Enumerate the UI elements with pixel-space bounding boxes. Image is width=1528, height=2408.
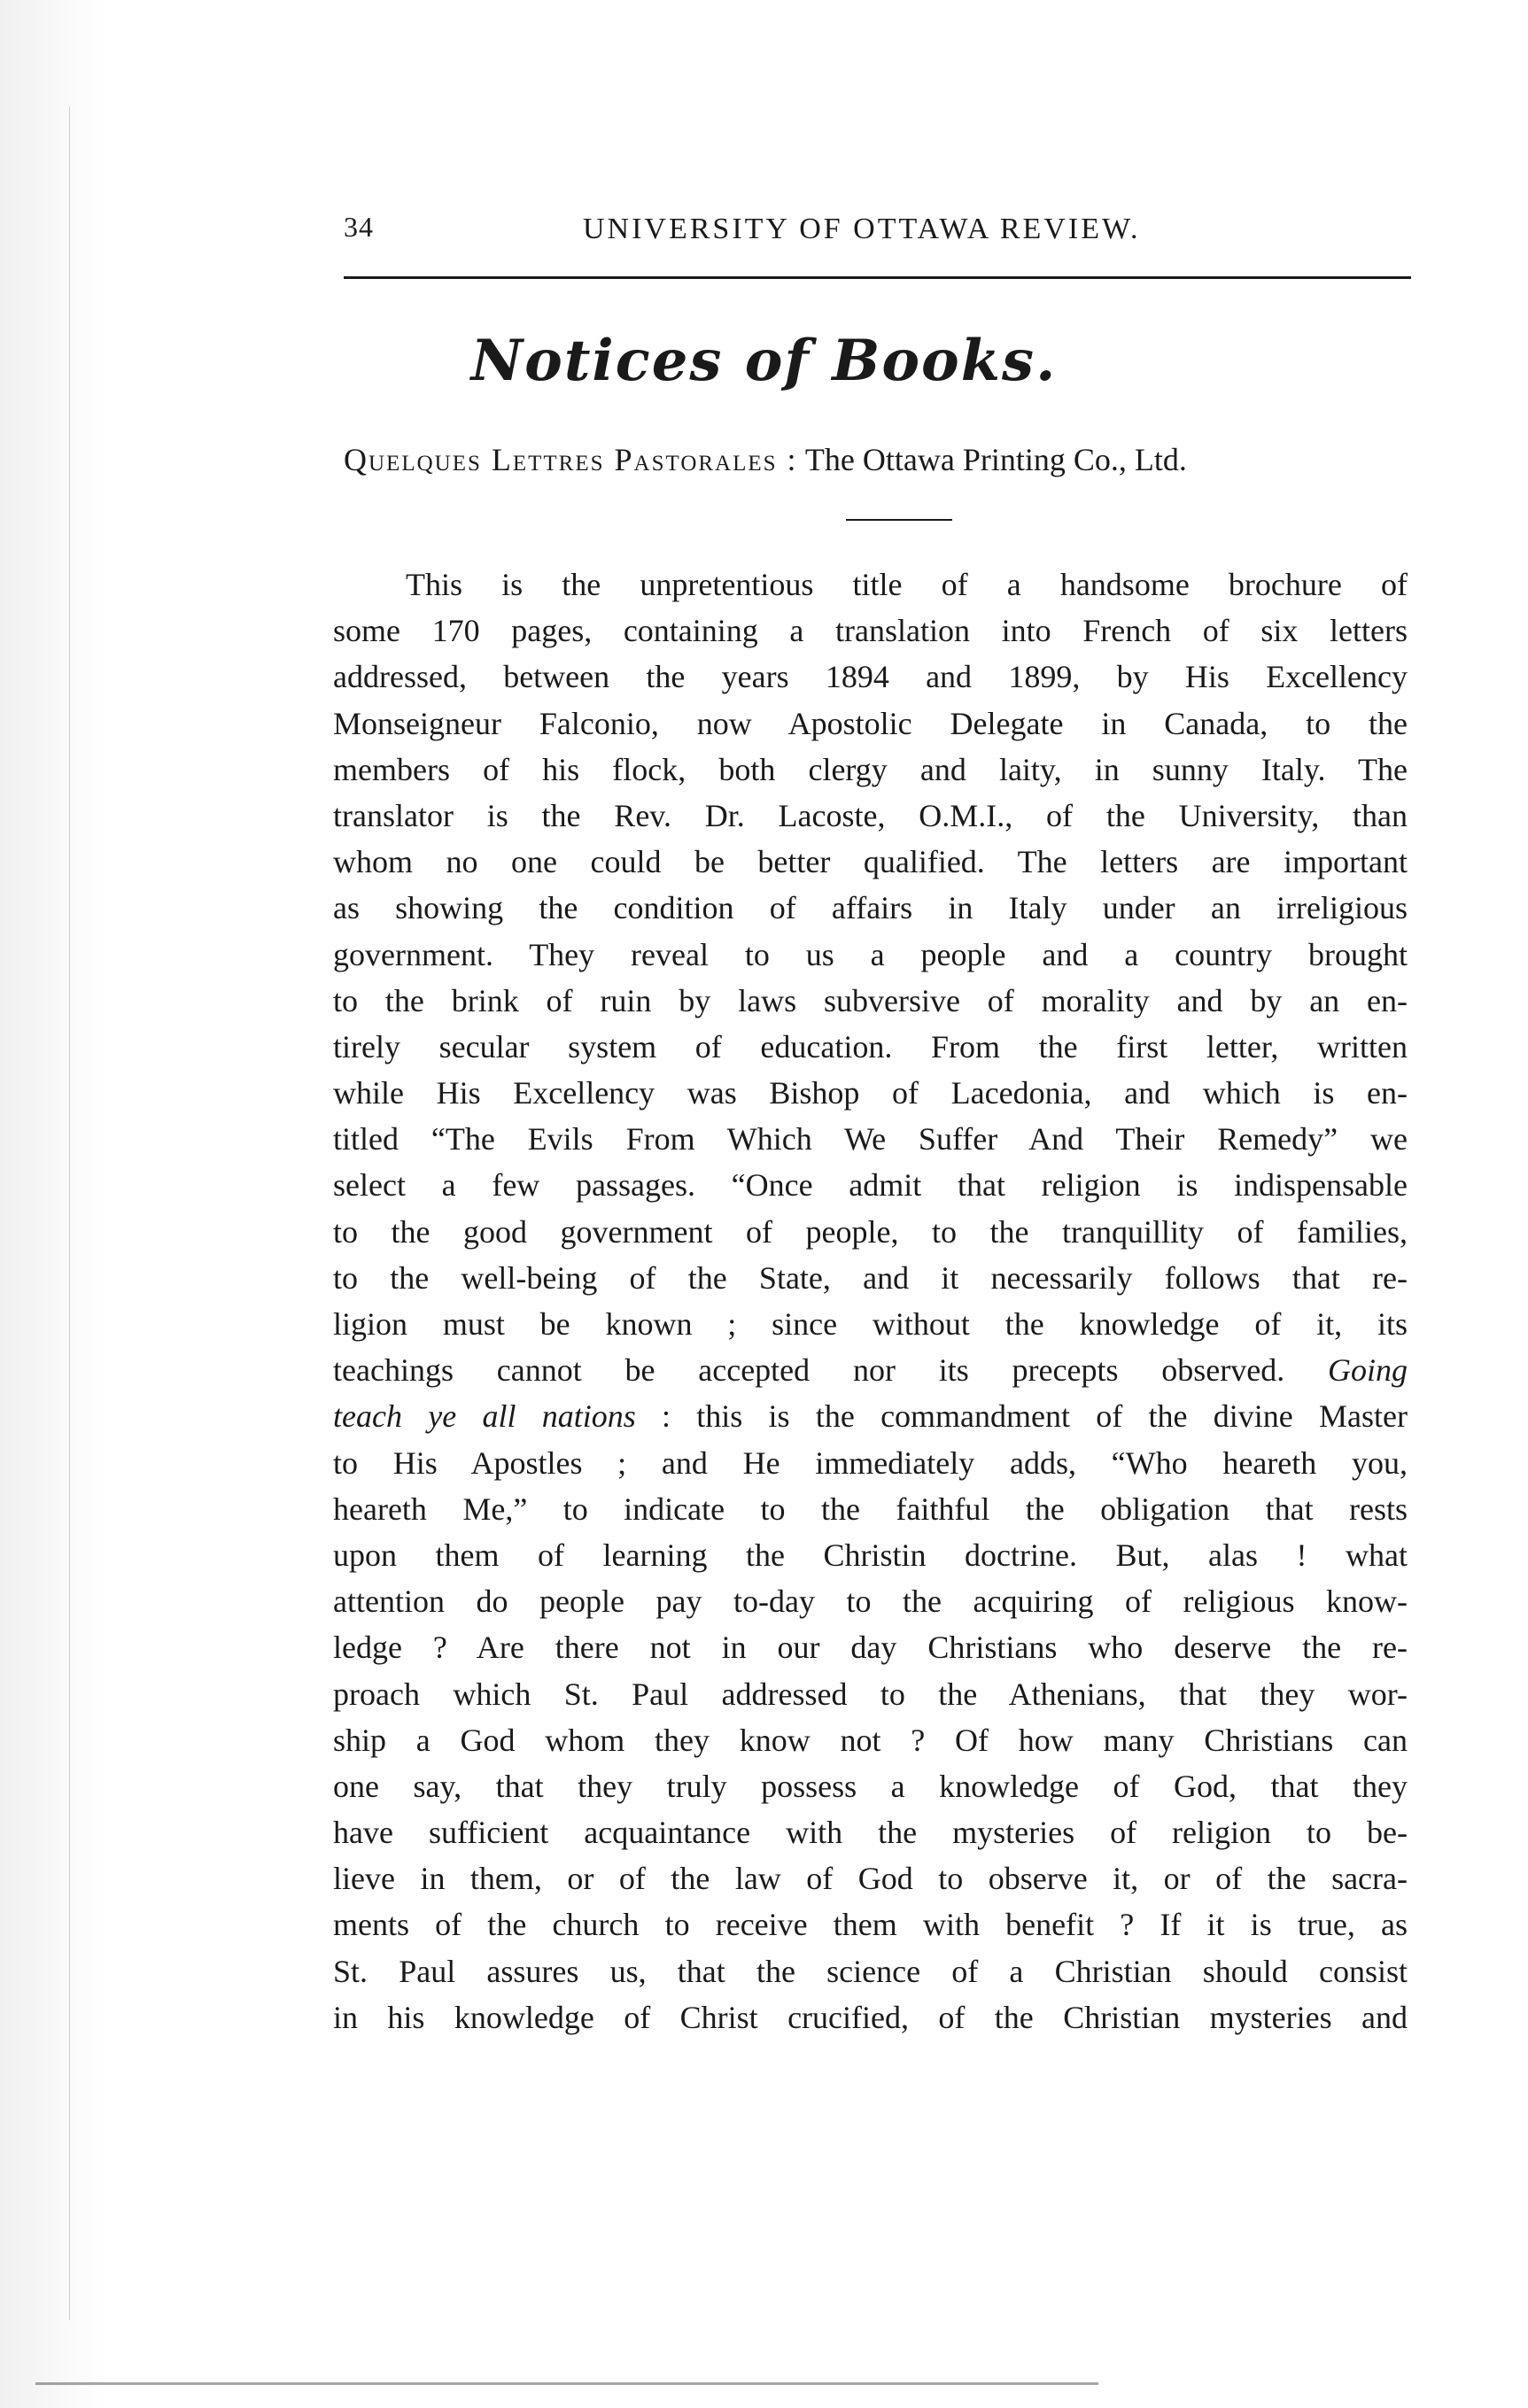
body-line: one say, that they truly possess a knowledge of God, that they [333,1768,1408,1804]
body-line: upon them of learning the Christin doctrine. But, alas ! what [333,1537,1408,1573]
review-body [333,561,1408,2040]
body-line: This is the unpretentious title of a handsome brochure of [406,567,1408,602]
body-line: titled “The Evils From Which We Suffer And Their Remedy” we [333,1121,1408,1158]
body-line: government. They reveal to us a people and a country brought [333,936,1408,972]
body-line: whom no one could be better qualified. The letters are important [333,844,1408,880]
scan-gutter-line [69,106,70,2320]
section-divider [846,519,952,521]
body-line: lieve in them, or of the law of God to observe it, or of the sacra- [333,1861,1408,1897]
body-line: ligion must be known ; since without the knowledge of it, its [333,1306,1408,1342]
body-line: to the brink of ruin by laws subversive of morality and by an en- [333,982,1408,1018]
body-line: translator is the Rev. Dr. Lacoste, O.M.I., of the University, than [333,797,1408,833]
body-line: ledge ? Are there not in our day Christians who deserve the re- [333,1630,1408,1666]
body-line: teach ye all nations : this is the commandment of the divine Master [333,1398,1408,1435]
body-line: have sufficient acquaintance with the mysteries of religion to be- [333,1815,1408,1851]
body-line: ments of the church to receive them with benefit ? If it is true, as [333,1907,1408,1943]
body-line: heareth Me,” to indicate to the faithful the obligation that rests [333,1490,1408,1527]
header-rule [344,276,1411,279]
body-line: to His Apostles ; and He immediately adds, “Who heareth you, [333,1444,1408,1481]
journal-title: UNIVERSITY OF OTTAWA REVIEW. [583,213,1141,245]
book-title: Quelques Lettres Pastorales : [344,442,798,477]
book-citation [344,441,1411,478]
body-line: ship a God whom they know not ? Of how many Christians can [333,1722,1408,1758]
body-line: teachings cannot be accepted nor its precepts observed. Going [333,1352,1408,1389]
body-line: St. Paul assures us, that the science of a Christian should consist [333,1953,1408,1989]
running-head [344,202,1411,255]
book-publisher: The Ottawa Printing Co., Ltd. [804,442,1187,477]
body-line: tirely secular system of education. From the first letter, written [333,1028,1408,1065]
body-line: to the good government of people, to the tranquillity of families, [333,1213,1408,1250]
body-line: in his knowledge of Christ crucified, of the Christian mysteries and [333,1999,1408,2035]
body-line: select a few passages. “Once admit that religion is indispensable [333,1167,1408,1204]
page-number: 34 [344,211,374,243]
body-line: some 170 pages, containing a translation into French of six letters [333,613,1408,649]
body-line: while His Excellency was Bishop of Lacedonia, and which is en- [333,1075,1408,1111]
body-line: addressed, between the years 1894 and 1899, by His Excellency [333,659,1408,695]
body-line: as showing the condition of affairs in Italy under an irreligious [333,890,1408,926]
section-title: Notices of Books. [470,328,1058,394]
body-line: Monseigneur Falconio, now Apostolic Delegate in Canada, to the [333,705,1408,741]
scan-bottom-edge [35,2382,1098,2385]
body-line: attention do people pay to-day to the acquiring of religious know- [333,1583,1408,1620]
body-line: members of his flock, both clergy and laity, in sunny Italy. The [333,751,1408,787]
body-line: proach which St. Paul addressed to the Athenians, that they wor- [333,1676,1408,1712]
body-line: to the well-being of the State, and it necessarily follows that re- [333,1259,1408,1296]
